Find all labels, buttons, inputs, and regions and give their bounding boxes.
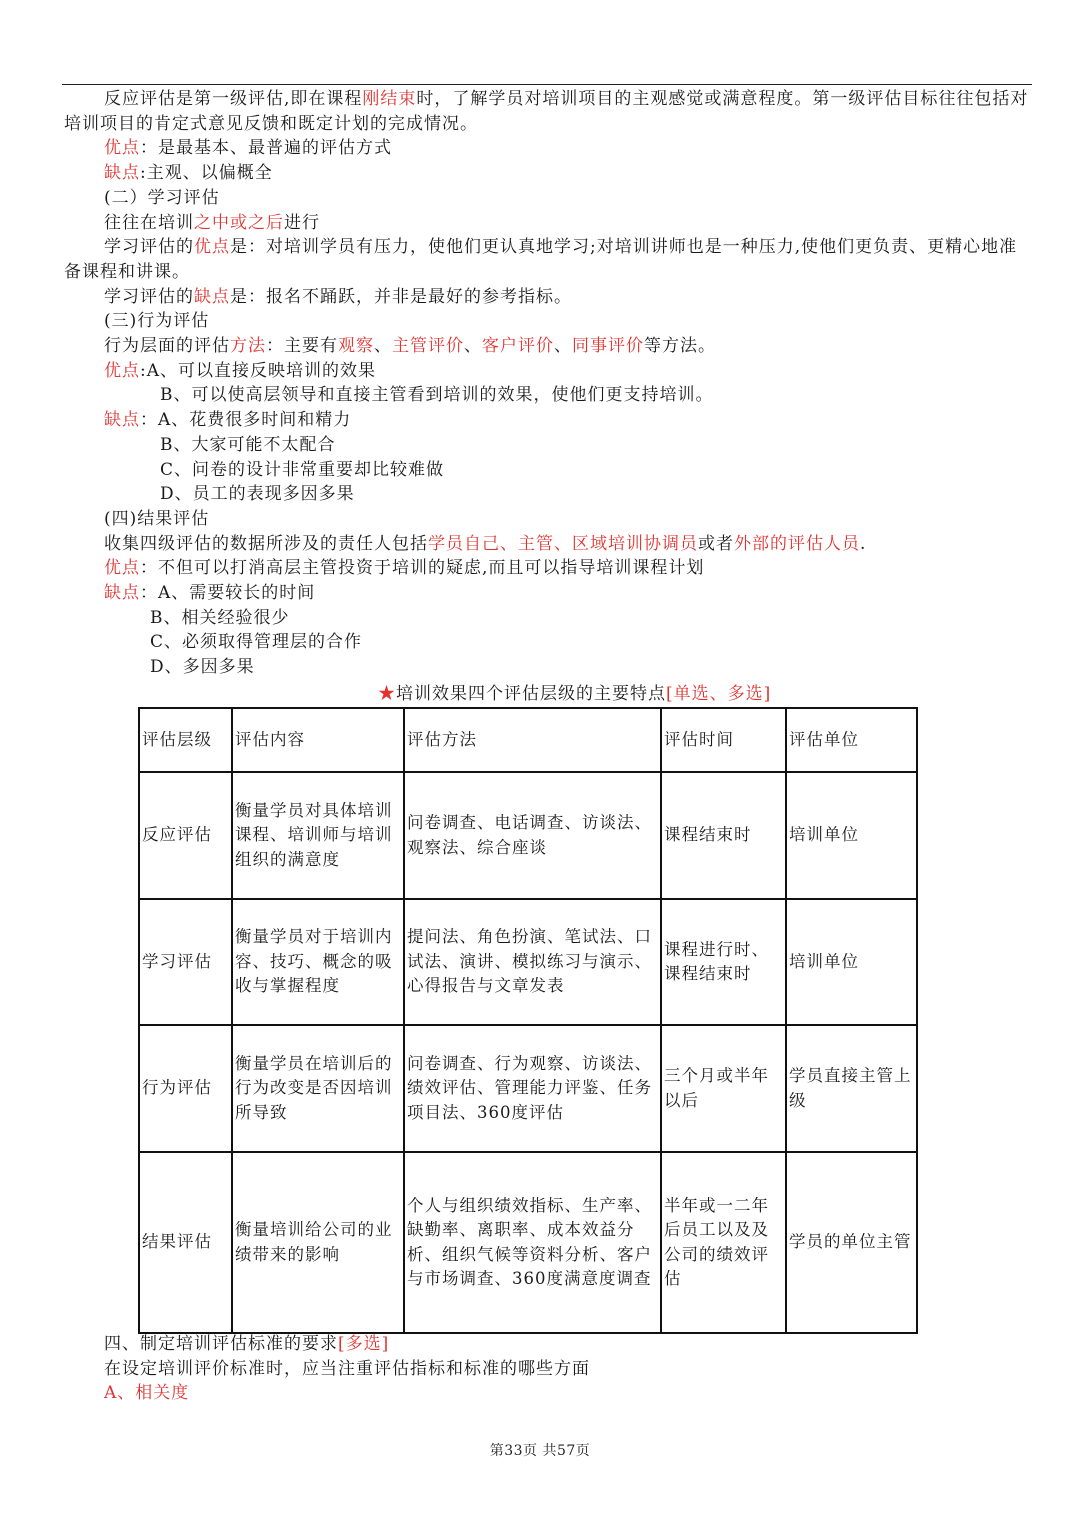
table-cell: 反应评估	[139, 772, 232, 899]
disadvantage-line-4b: B、相关经验很少	[150, 607, 290, 628]
table-row	[139, 1152, 917, 1333]
table-cell: 衡量培训给公司的业绩带来的影响	[232, 1152, 404, 1333]
table-cell: 课程进行时、课程结束时	[661, 899, 786, 1025]
section-four-title: 四、制定培训评估标准的要求[多选]	[104, 1334, 390, 1354]
table-cell: 半年或一二年后员工以及及公司的绩效评估	[661, 1152, 786, 1333]
header-cell: 评估内容	[232, 708, 404, 772]
table-cell: 行为评估	[139, 1025, 232, 1152]
table-cell: 培训单位	[786, 899, 917, 1025]
table-row	[139, 772, 917, 899]
header-rule	[62, 84, 1032, 85]
disadvantage-line-3d: D、员工的表现多因多果	[160, 484, 355, 505]
advantage-line-4: 优点：不但可以打消高层主管投资于培训的疑虑,而且可以指导培训课程计划	[104, 558, 705, 579]
table-cell: 结果评估	[139, 1152, 232, 1333]
header-cell: 评估单位	[786, 708, 917, 772]
paragraph-reaction-eval: 反应评估是第一级评估,即在课程刚结束时，了解学员对培训项目的主观感觉或满意程度。第一级评估目标往往包括对培训项目的肯定式意见反馈和既定计划的完成情况。	[64, 89, 1029, 134]
table-cell: 提问法、角色扮演、笔试法、口试法、演讲、模拟练习与演示、心得报告与文章发表	[404, 899, 661, 1025]
disadvantage-line-3: 缺点：A、花费很多时间和精力	[104, 410, 352, 431]
table-cell: 问卷调查、电话调查、访谈法、观察法、综合座谈	[404, 772, 661, 899]
table-cell: 课程结束时	[661, 772, 786, 899]
header-cell: 评估时间	[661, 708, 786, 772]
heading-learning-eval: (二）学习评估	[104, 187, 220, 208]
disadvantage-line-4d: D、多因多果	[150, 657, 255, 678]
advantage-line-1: 优点：是最基本、最普遍的评估方式	[104, 138, 392, 159]
document-body	[64, 87, 1030, 680]
learning-advantage-paragraph: 学习评估的优点是：对培训学员有压力，使他们更认真地学习;对培训讲师也是一种压力,使他们更负责、更精心地准备课程和讲课。	[64, 237, 1018, 282]
disadvantage-line-3c: C、问卷的设计非常重要却比较难做	[160, 459, 445, 480]
table-header-row	[139, 708, 917, 772]
question-type-tag: [多选]	[338, 1334, 390, 1354]
learning-disadvantage-line: 学习评估的缺点是：报名不踊跃，并非是最好的参考指标。	[104, 286, 572, 307]
table-row	[139, 899, 917, 1025]
table-cell: 学习评估	[139, 899, 232, 1025]
advantage-line-3: 优点:A、可以直接反映培训的效果	[104, 360, 377, 381]
disadvantage-line-1: 缺点:主观、以偏概全	[104, 163, 273, 184]
table-caption: ★培训效果四个评估层级的主要特点[单选、多选]	[378, 684, 772, 704]
question-type-tag: [单选、多选]	[666, 684, 772, 704]
learning-timing-line: 往往在培训之中或之后进行	[104, 212, 320, 233]
disadvantage-line-4c: C、必须取得管理层的合作	[150, 632, 363, 653]
heading-behavior-eval: (三)行为评估	[104, 311, 210, 332]
result-responsible-line: 收集四级评估的数据所涉及的责任人包括学员自己、主管、区域培训协调员或者外部的评估人员.	[104, 533, 867, 554]
disadvantage-line-3b: B、大家可能不太配合	[160, 434, 336, 455]
disadvantage-line-4: 缺点：A、需要较长的时间	[104, 583, 316, 604]
table-cell: 衡量学员在培训后的行为改变是否因培训所导致	[232, 1025, 404, 1152]
advantage-line-3b: B、可以使高层领导和直接主管看到培训的效果，使他们更支持培训。	[160, 385, 714, 406]
table-cell: 三个月或半年以后	[661, 1025, 786, 1152]
question-line: 在设定培训评价标准时，应当注重评估指标和标准的哪些方面	[104, 1358, 590, 1379]
star-icon: ★	[378, 684, 396, 704]
evaluation-levels-table	[138, 707, 918, 1334]
table-cell: 学员直接主管上级	[786, 1025, 917, 1152]
answer-option-a: A、相关度	[104, 1383, 190, 1404]
table-cell: 问卷调查、行为观察、访谈法、绩效评估、管理能力评鉴、任务项目法、360度评估	[404, 1025, 661, 1152]
table-cell: 培训单位	[786, 772, 917, 899]
table-cell: 衡量学员对具体培训课程、培训师与培训组织的满意度	[232, 772, 404, 899]
table-cell: 学员的单位主管	[786, 1152, 917, 1333]
table-cell: 衡量学员对于培训内容、技巧、概念的吸收与掌握程度	[232, 899, 404, 1025]
table-row	[139, 1025, 917, 1152]
header-cell: 评估方法	[404, 708, 661, 772]
behavior-method-line: 行为层面的评估方法：主要有观察、主管评价、客户评价、同事评价等方法。	[104, 336, 716, 357]
header-cell: 评估层级	[139, 708, 232, 772]
heading-result-eval: (四)结果评估	[104, 508, 210, 529]
section-four	[64, 1332, 1030, 1406]
table-cell: 个人与组织绩效指标、生产率、缺勤率、离职率、成本效益分析、组织气候等资料分析、客户与市场调查、360度满意度调查	[404, 1152, 661, 1333]
page-number-footer: 第33页 共57页	[489, 1443, 591, 1459]
